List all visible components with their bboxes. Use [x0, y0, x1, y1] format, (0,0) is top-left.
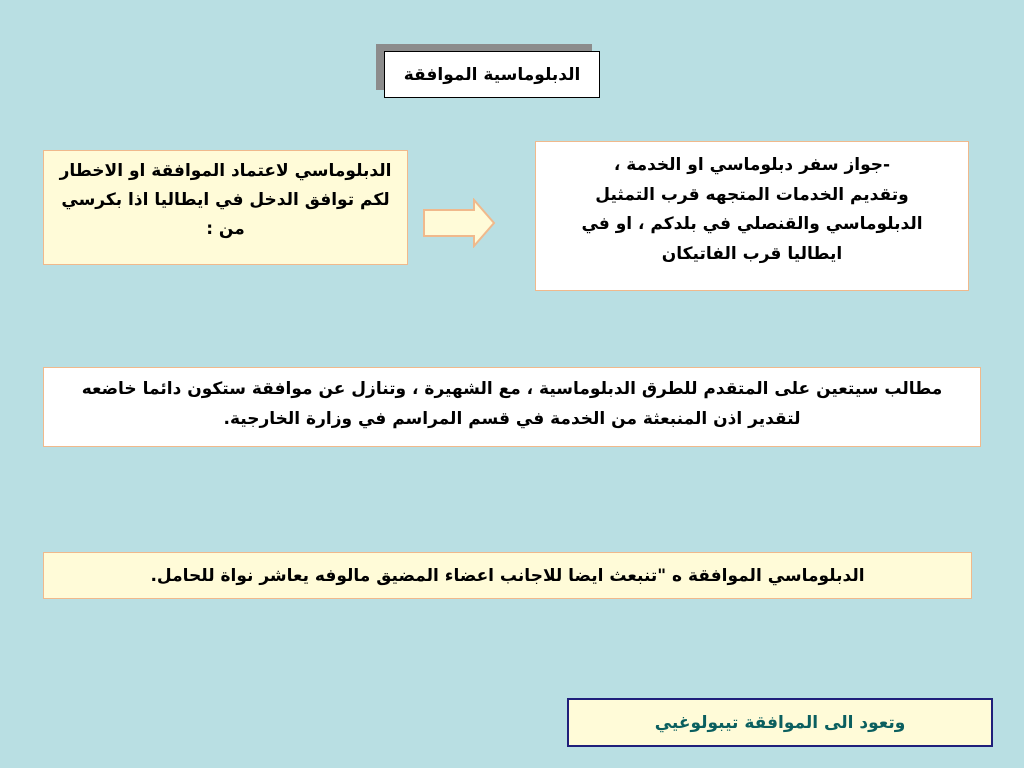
right-text-box [535, 141, 969, 291]
note-text: الدبلوماسي الموافقة ه "تنبعث ايضا للاجانب اعضاء المضيق مالوفه يعاشر نواة للحامل. [150, 565, 865, 586]
note-box [43, 552, 972, 599]
title-text: الدبلوماسية الموافقة [403, 64, 581, 85]
requirements-box [43, 367, 981, 447]
left-text-box [43, 150, 408, 265]
right-box-line: وتقديم الخدمات المتجهه قرب التمثيل [595, 184, 909, 205]
left-box-text: الدبلوماسي لاعتماد الموافقة او الاخطار لكم توافق الدخل في ايطاليا اذا بكرسي من : [59, 161, 392, 239]
right-arrow-icon [422, 198, 496, 248]
requirements-text: مطالب سيتعين على المتقدم للطرق الدبلوماسية ، مع الشهيرة ، وتنازل عن موافقة ستكون دائما خاضعه لتقدير اذن المنبعثة من الخدمة في قسم المراسم في وزارة الخارجية. [81, 379, 943, 429]
footer-text: وتعود الى الموافقة تيبولوغيي [654, 712, 906, 733]
right-box-line: ايطاليا قرب الفاتيكان [661, 243, 843, 264]
right-box-line: الدبلوماسي والقنصلي في بلدكم ، او في [581, 214, 923, 234]
right-box-line: -جواز سفر دبلوماسي او الخدمة ، [613, 155, 891, 175]
footer-box [567, 698, 993, 747]
title-box [384, 51, 600, 98]
